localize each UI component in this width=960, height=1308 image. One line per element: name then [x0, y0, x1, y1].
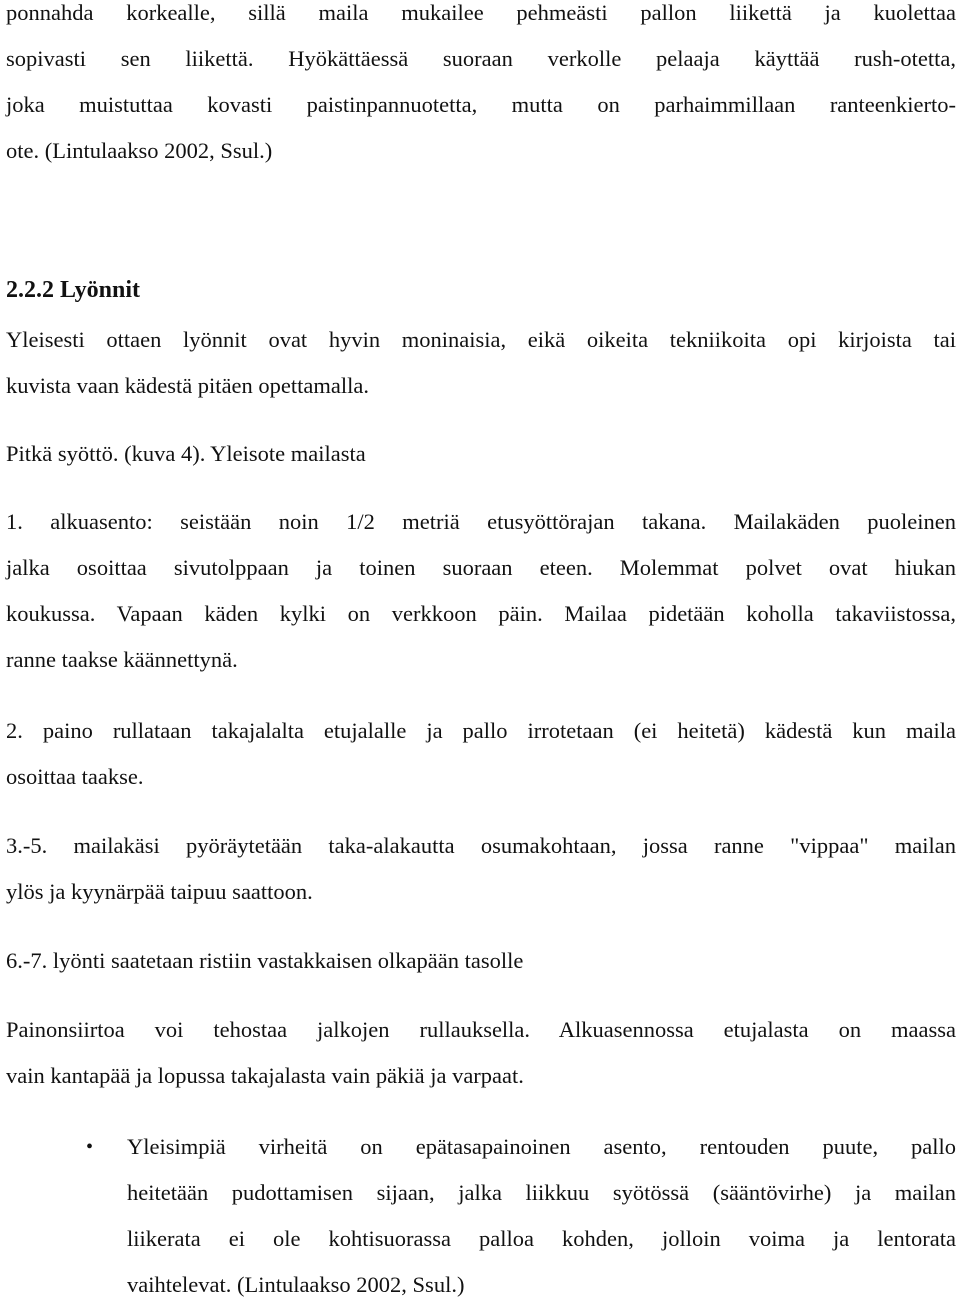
- text-line: osoittaa taakse.: [6, 764, 144, 789]
- text-line: jalka osoittaa sivutolppaan ja toinen suoraan eteen. Molemmat polvet ovat hiukan: [6, 555, 956, 580]
- intro-paragraph: [6, 317, 956, 409]
- step-4-paragraph: [6, 938, 956, 984]
- figure-caption: [6, 431, 956, 477]
- text-line: 6.-7. lyönti saatetaan ristiin vastakkaisen olkapään tasolle: [6, 948, 524, 973]
- text-line: ote. (Lintulaakso 2002, Ssul.): [6, 138, 273, 163]
- text-line: ylös ja kyynärpää taipuu saattoon.: [6, 879, 313, 904]
- text-line: 2. paino rullataan takajalalta etujalalle ja pallo irrotetaan (ei heitetä) kädestä kun maila: [6, 718, 956, 743]
- text-line: heitetään pudottamisen sijaan, jalka liikkuu syötössä (sääntövirhe) ja mailan: [127, 1180, 956, 1205]
- weight-transfer-paragraph: [6, 1007, 956, 1099]
- text-line: sopivasti sen liikettä. Hyökättäessä suoraan verkolle pelaaja käyttää rush-otetta,: [6, 46, 956, 71]
- text-line: joka muistuttaa kovasti paistinpannuotetta, mutta on parhaimmillaan ranteenkierto-: [6, 92, 956, 117]
- step-2-paragraph: [6, 708, 956, 800]
- text-line: ranne taakse käännettynä.: [6, 647, 238, 672]
- text-line: koukussa. Vapaan käden kylki on verkkoon päin. Mailaa pidetään koholla takaviistossa,: [6, 601, 956, 626]
- text-line: Pitkä syöttö. (kuva 4). Yleisote mailasta: [6, 441, 366, 466]
- text-line: liikerata ei ole kohtisuorassa palloa kohden, jolloin voima ja lentorata: [127, 1226, 956, 1251]
- bullet-icon: •: [86, 1136, 94, 1158]
- paragraph-continuation: [6, 0, 956, 174]
- step-3-paragraph: [6, 823, 956, 915]
- text-line: Yleisimpiä virheitä on epätasapainoinen asento, rentouden puute, pallo: [127, 1134, 956, 1159]
- text-line: Yleisesti ottaen lyönnit ovat hyvin moninaisia, eikä oikeita tekniikoita opi kirjoista tai: [6, 327, 956, 352]
- text-line: kuvista vaan kädestä pitäen opettamalla.: [6, 373, 369, 398]
- bullet-text: [127, 1124, 956, 1308]
- text-line: vain kantapää ja lopussa takajalasta vain päkiä ja varpaat.: [6, 1063, 524, 1088]
- text-line: vaihtelevat. (Lintulaakso 2002, Ssul.): [127, 1272, 465, 1297]
- text-line: Painonsiirtoa voi tehostaa jalkojen rullauksella. Alkuasennossa etujalasta on maassa: [6, 1017, 956, 1042]
- text-line: 1. alkuasento: seistään noin 1/2 metriä etusyöttörajan takana. Mailakäden puoleinen: [6, 509, 956, 534]
- section-heading: 2.2.2 Lyönnit: [6, 277, 141, 303]
- text-line: 3.-5. mailakäsi pyöräytetään taka-alakautta osumakohtaan, jossa ranne "vippaa" mailan: [6, 833, 956, 858]
- text-line: ponnahda korkealle, sillä maila mukailee pehmeästi pallon liikettä ja kuolettaa: [6, 0, 956, 25]
- step-1-paragraph: [6, 499, 956, 683]
